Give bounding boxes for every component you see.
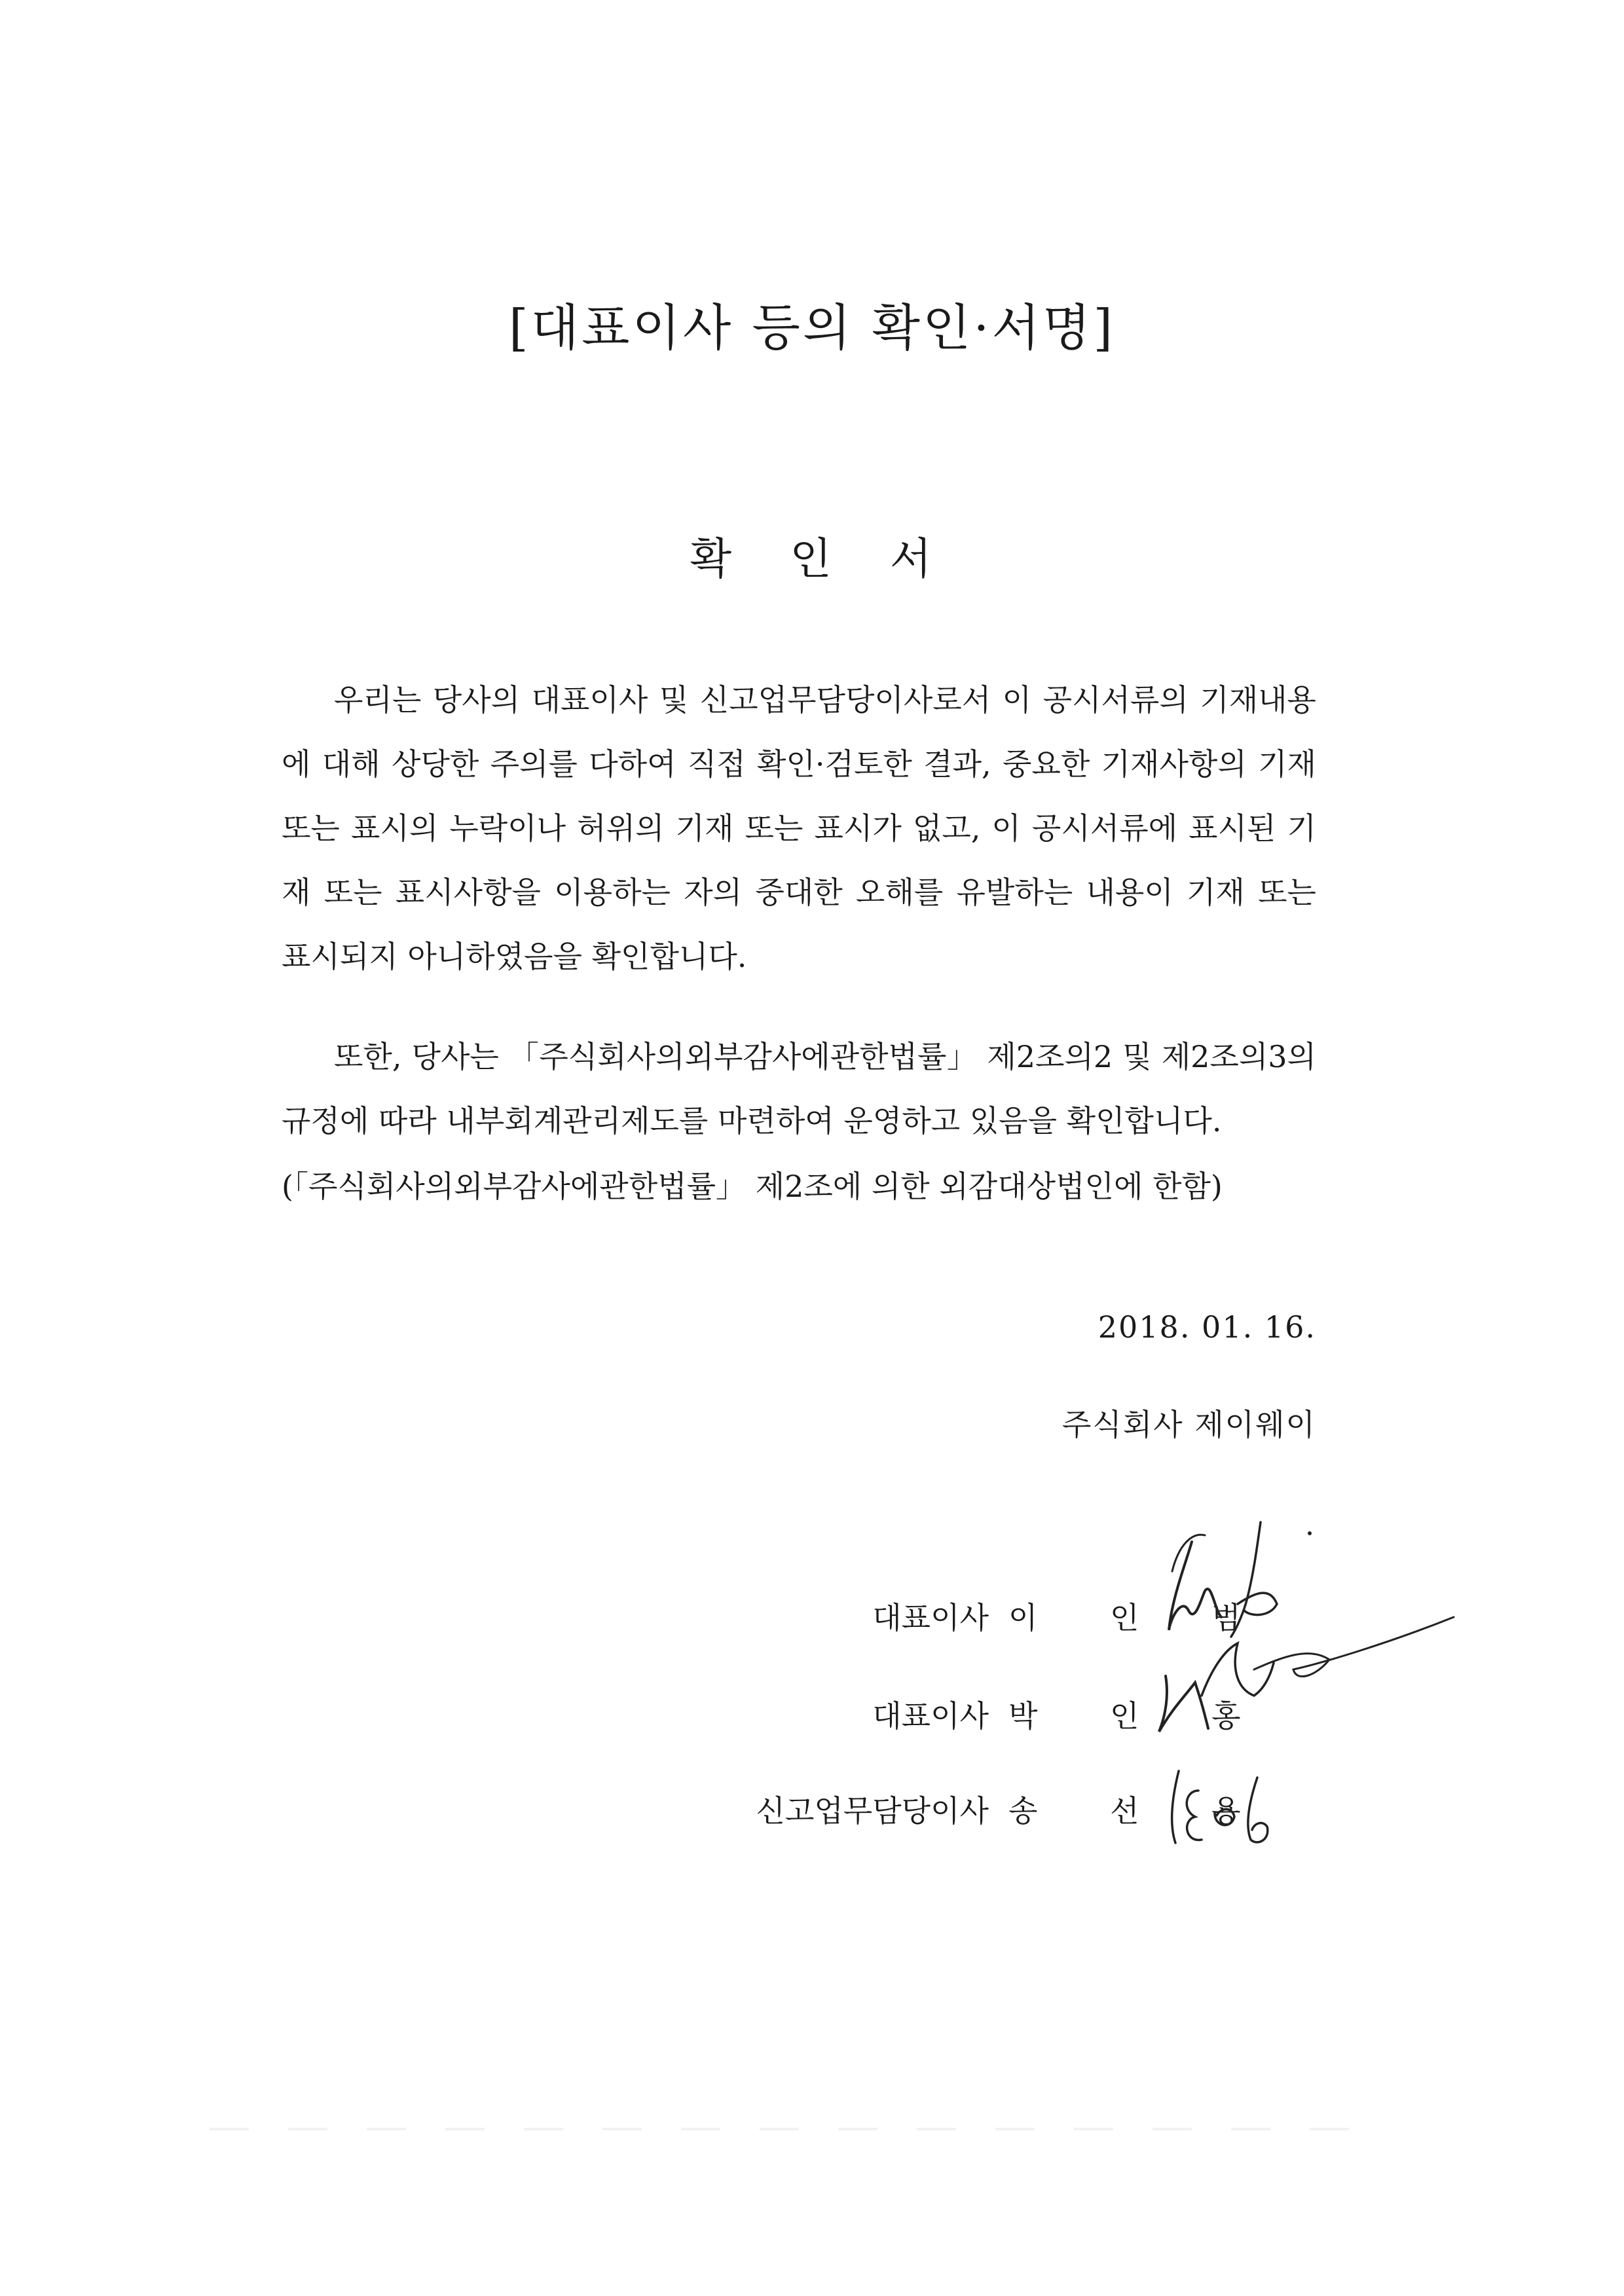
signer-row — [740, 1594, 1272, 1635]
internal-control-paragraph: 또한, 당사는 「주식회사의외부감사에관한법률」 제2조의2 및 제2조의3의 규정에 따라 내부회계관리제도를 마련하여 운영하고 있음을 확인합니다. — [282, 1039, 1316, 1139]
document-title: 확 인 서 — [690, 534, 934, 584]
signer-name: 박 인 홍 — [1008, 1698, 1272, 1734]
section-heading: [대표이사 등의 확인·서명] — [509, 299, 1115, 357]
signer-name: 이 인 범 — [1008, 1600, 1272, 1635]
signer-role: 신고업무담당이사 — [756, 1793, 989, 1829]
scan-artifact — [210, 2128, 1388, 2130]
signer-role: 대표이사 — [872, 1698, 989, 1734]
confirmation-paragraph: 우리는 당사의 대표이사 및 신고업무담당이사로서 이 공시서류의 기재내용에 대해 상당한 주의를 다하여 직접 확인·검토한 결과, 중요한 기재사항의 기재 또는 표시의 누락이나 허위의 기재 또는 표시가 없고, 이 공시서류에 표시된 기재 또는 표시사항을 이용하는 자의 중대한 오해를 유발하는 내용이 기재 또는 표시되지 아니하였음을 확인합니다. — [282, 682, 1316, 974]
signer-role: 대표이사 — [872, 1600, 989, 1635]
document-date: 2018. 01. 16. — [1098, 1309, 1316, 1345]
signer-row — [740, 1787, 1272, 1829]
signer-name: 송 선 용 — [1008, 1793, 1272, 1829]
scope-note: (「주식회사의외부감사에관한법률」 제2조에 의한 외감대상법인에 한함) — [282, 1169, 1223, 1204]
company-name: 주식회사 제이웨이 — [1061, 1407, 1316, 1442]
signer-row — [740, 1692, 1272, 1734]
